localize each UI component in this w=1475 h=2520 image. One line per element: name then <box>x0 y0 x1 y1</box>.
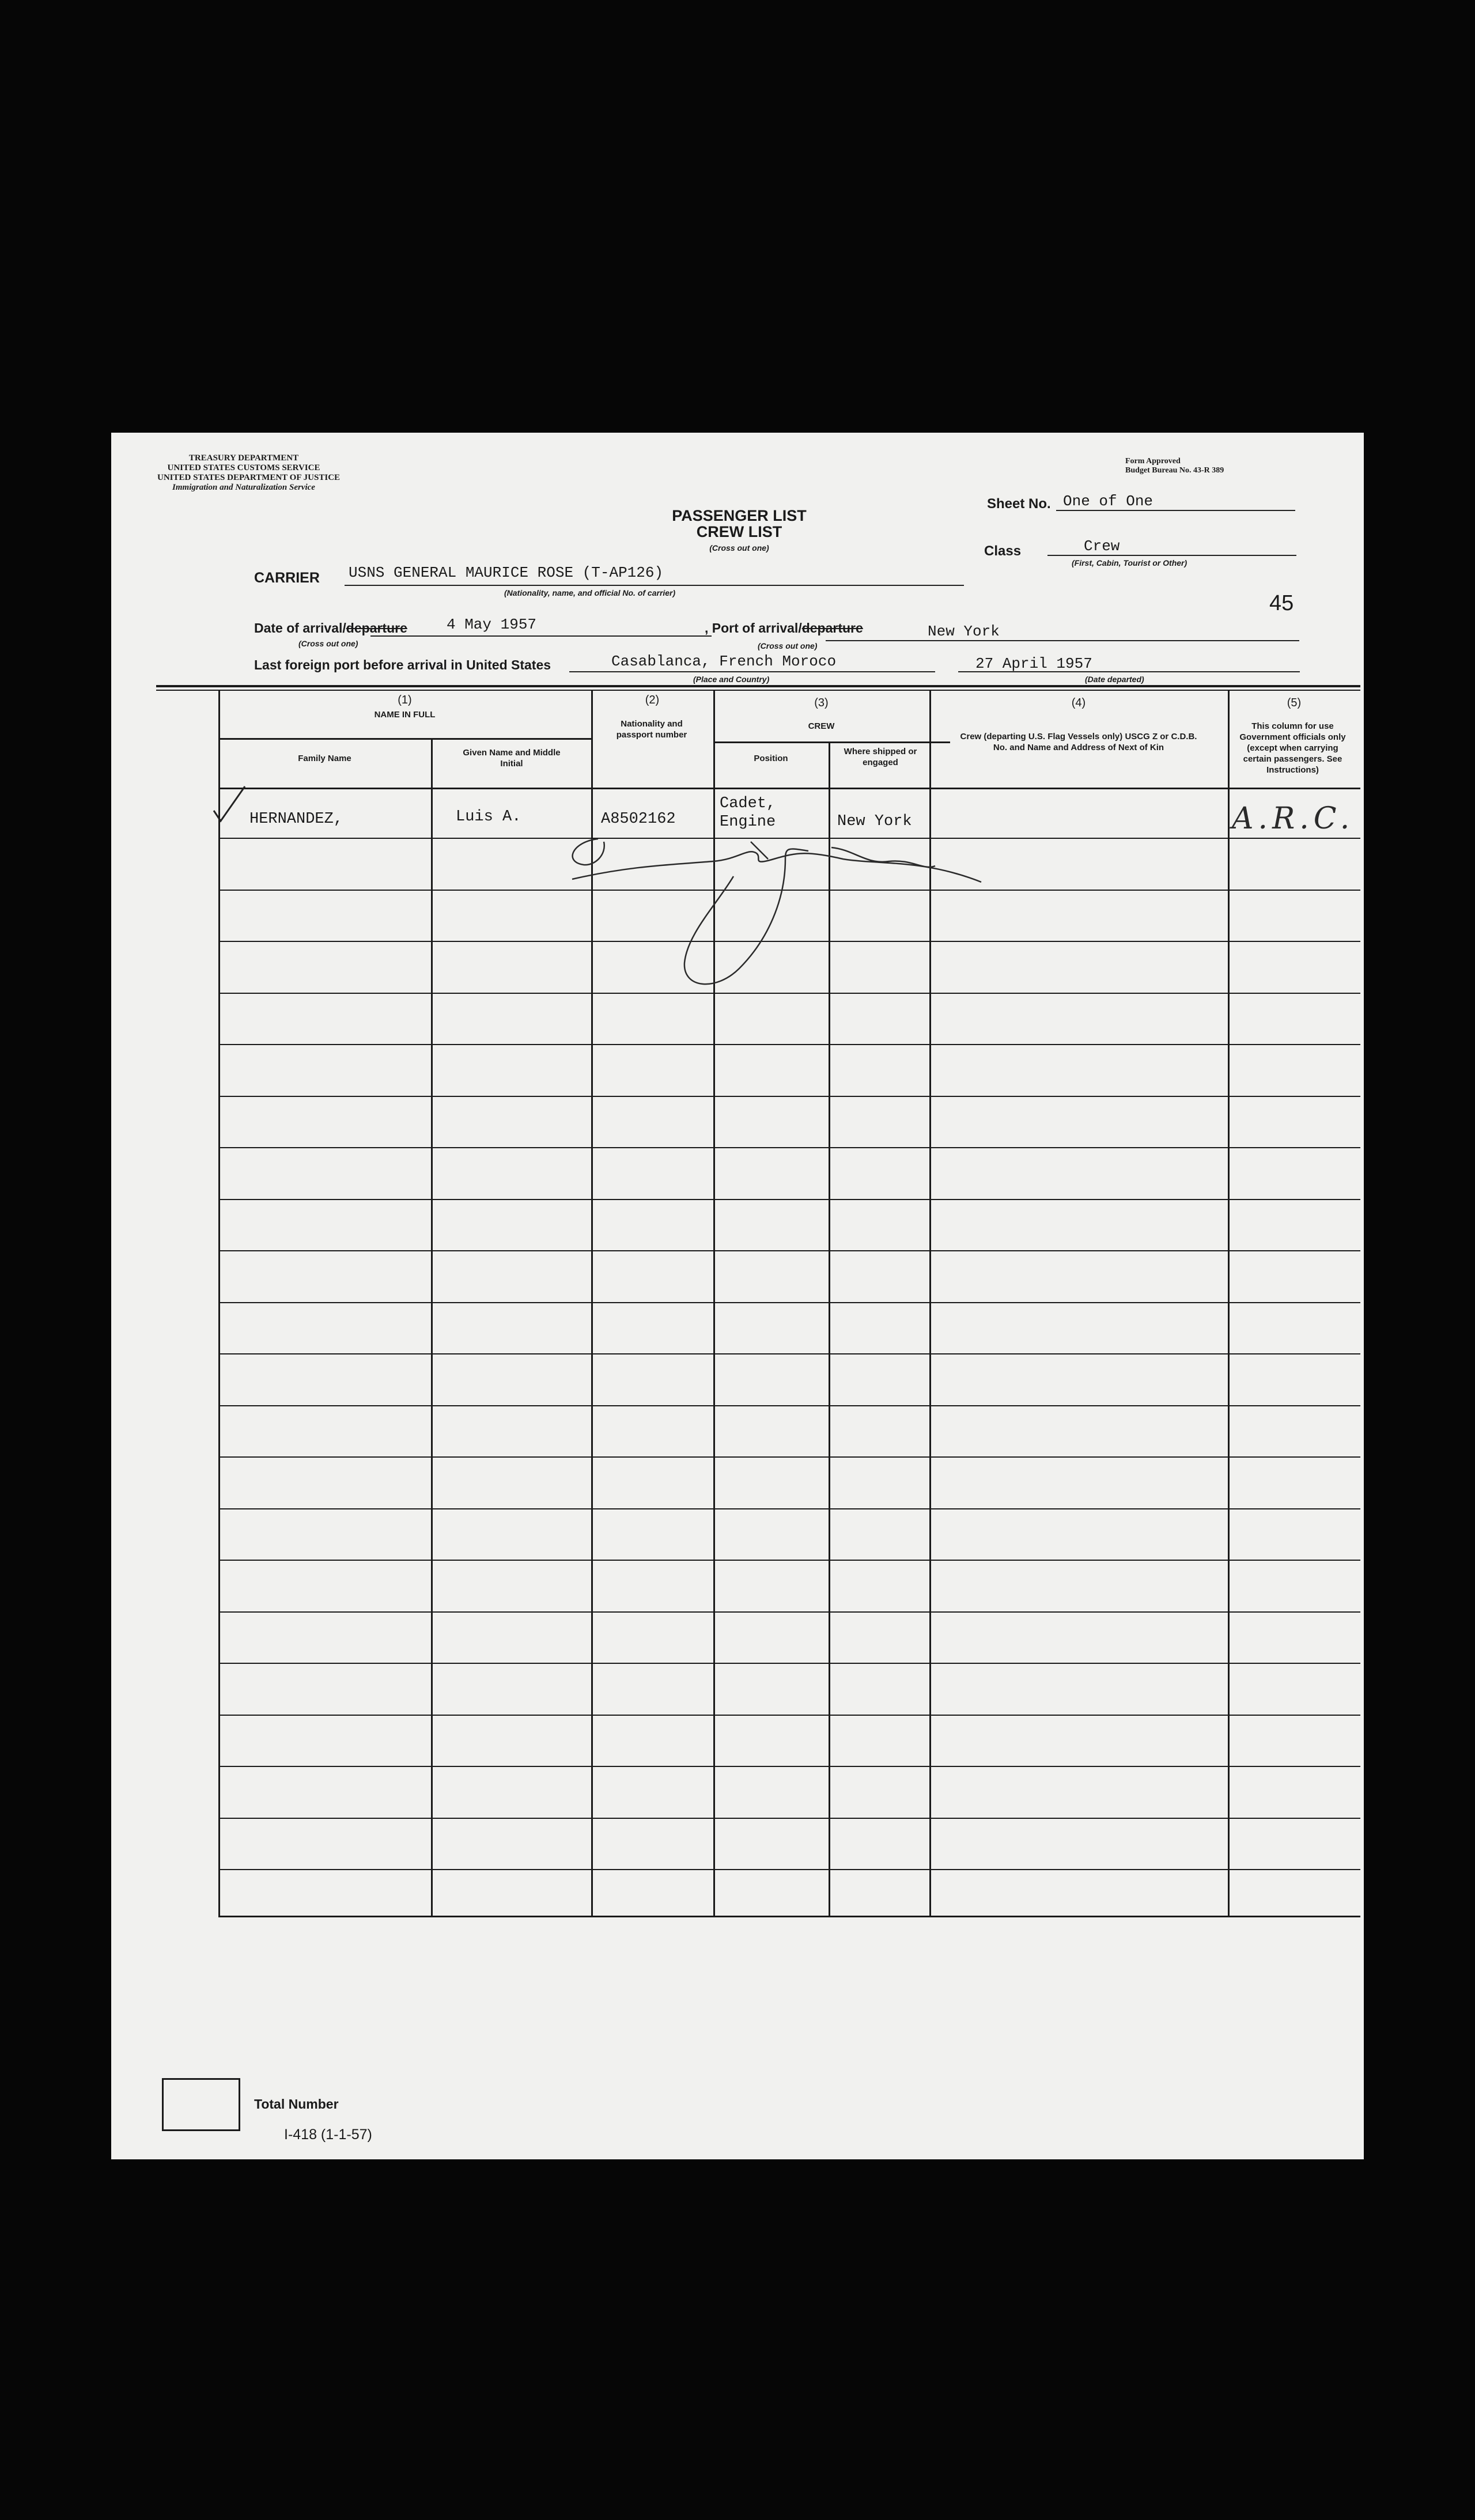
table-row-rule <box>218 1869 1360 1870</box>
agency-line-4: Immigration and Naturalization Service <box>172 483 315 492</box>
col1-title: NAME IN FULL <box>374 710 436 720</box>
date-underline <box>370 635 712 637</box>
class-note: (First, Cabin, Tourist or Other) <box>1072 558 1187 567</box>
col1-heading <box>218 695 591 720</box>
agency-header <box>157 453 341 493</box>
col2-heading: Nationality and passport number <box>616 719 687 740</box>
form-number: I-418 (1-1-57) <box>284 2127 372 2143</box>
table-row-rule <box>218 1560 1360 1561</box>
table-row-rule <box>218 1663 1360 1664</box>
total-number-box <box>162 2078 240 2131</box>
carrier-underline <box>345 585 964 586</box>
col-line-1b <box>431 738 433 1916</box>
carrier-note: (Nationality, name, and official No. of carrier) <box>504 588 676 597</box>
approval-line-2: Budget Bureau No. 43-R 389 <box>1125 466 1224 475</box>
position-line-1: Cadet, <box>720 795 776 812</box>
table-bottom-rule <box>218 1916 1360 1917</box>
col5-heading: This column for use Government officials only (except when carrying certain passengers. See Instructions) <box>1239 721 1346 775</box>
date-note: (Cross out one) <box>298 639 358 648</box>
col-line-5 <box>1228 690 1230 1916</box>
family-name-cell: HERNANDEZ, <box>249 811 343 828</box>
table-row-rule <box>218 1044 1360 1045</box>
col1a-heading: Family Name <box>298 754 351 763</box>
class-value: Crew <box>1084 538 1120 555</box>
table-row-rule <box>218 1096 1360 1097</box>
shipped-cell: New York <box>837 813 912 830</box>
sheet-label: Sheet No. <box>987 496 1051 512</box>
table-top-rule <box>156 685 1360 687</box>
col4-number: (4) <box>1071 697 1086 709</box>
total-number-label: Total Number <box>254 2097 339 2112</box>
port-crossed-text: departure <box>801 620 863 635</box>
table-top-rule-2 <box>156 690 1360 691</box>
last-port-note: (Place and Country) <box>693 675 770 684</box>
col3-number: (3) <box>814 697 829 709</box>
header-subrule-3 <box>714 741 950 743</box>
form-title <box>664 508 814 556</box>
table-row-rule <box>218 1147 1360 1148</box>
approval-note <box>1125 457 1224 475</box>
port-label-text: , Port of arrival/ <box>705 620 802 635</box>
col5-number: (5) <box>1287 697 1302 709</box>
table-row-rule <box>218 1611 1360 1613</box>
sheet-value: One of One <box>1063 493 1153 510</box>
title-crew-list: CREW LIST <box>696 523 782 540</box>
port-value: New York <box>928 623 1000 640</box>
departed-date-value: 27 April 1957 <box>975 655 1092 672</box>
departed-date-note: (Date departed) <box>1085 675 1144 684</box>
agency-line-3: UNITED STATES DEPARTMENT OF JUSTICE <box>157 473 341 482</box>
last-port-underline <box>569 671 935 672</box>
col3-heading: CREW <box>808 721 835 731</box>
table-row-rule <box>218 1715 1360 1716</box>
crew-list-form <box>111 433 1364 2159</box>
last-port-value: Casablanca, French Moroco <box>611 653 837 670</box>
carrier-label: CARRIER <box>254 570 320 586</box>
table-row-rule <box>218 1818 1360 1819</box>
title-passenger-list: PASSENGER LIST <box>672 507 807 524</box>
col3a-heading: Position <box>754 754 788 763</box>
date-label <box>254 620 407 636</box>
agency-line-1: TREASURY DEPARTMENT <box>188 453 299 463</box>
carrier-value: USNS GENERAL MAURICE ROSE (T-AP126) <box>349 564 664 581</box>
date-value: 4 May 1957 <box>447 616 537 633</box>
col1b-heading: Given Name and Middle Initial <box>463 748 561 769</box>
port-underline <box>826 640 1299 641</box>
approval-line-1: Form Approved <box>1125 457 1181 466</box>
col4-heading: Crew (departing U.S. Flag Vessels only) USCG Z or C.D.B. No. and Name and Address of Next of Kin <box>960 732 1197 752</box>
given-name-cell: Luis A. <box>456 808 521 826</box>
table-row-rule <box>218 1508 1360 1509</box>
col1-number: (1) <box>398 694 412 706</box>
signature-scrawl <box>486 824 1050 997</box>
table-row-rule <box>218 1456 1360 1458</box>
class-underline <box>1047 555 1296 556</box>
table-row-rule <box>218 1302 1360 1303</box>
date-label-text: Date of arrival/ <box>254 620 346 635</box>
agency-line-2: UNITED STATES CUSTOMS SERVICE <box>167 463 320 472</box>
header-subrule-1 <box>218 738 592 740</box>
official-initials: A.R.C. <box>1232 801 1355 836</box>
check-mark-icon <box>209 782 255 828</box>
header-bottom-rule <box>218 788 1360 789</box>
port-note: (Cross out one) <box>758 641 818 650</box>
col-line-left <box>218 690 220 1916</box>
class-label: Class <box>984 543 1022 559</box>
table-row-rule <box>218 1353 1360 1354</box>
sheet-underline <box>1056 510 1295 511</box>
table-row-rule <box>218 1199 1360 1200</box>
last-port-label: Last foreign port before arrival in United States <box>254 657 551 672</box>
table-row-rule <box>218 1766 1360 1767</box>
page-number: 45 <box>1269 591 1294 615</box>
col3b-heading: Where shipped or engaged <box>844 747 917 767</box>
title-note: (Cross out one) <box>709 543 769 553</box>
departed-date-underline <box>958 671 1300 672</box>
table-row-rule <box>218 1250 1360 1251</box>
date-crossed-text: departure <box>346 620 407 635</box>
col2-number: (2) <box>645 694 660 706</box>
position-line-2: Engine <box>720 813 776 831</box>
port-label <box>705 620 863 636</box>
passport-cell: A8502162 <box>601 811 676 828</box>
table-row-rule <box>218 1405 1360 1406</box>
